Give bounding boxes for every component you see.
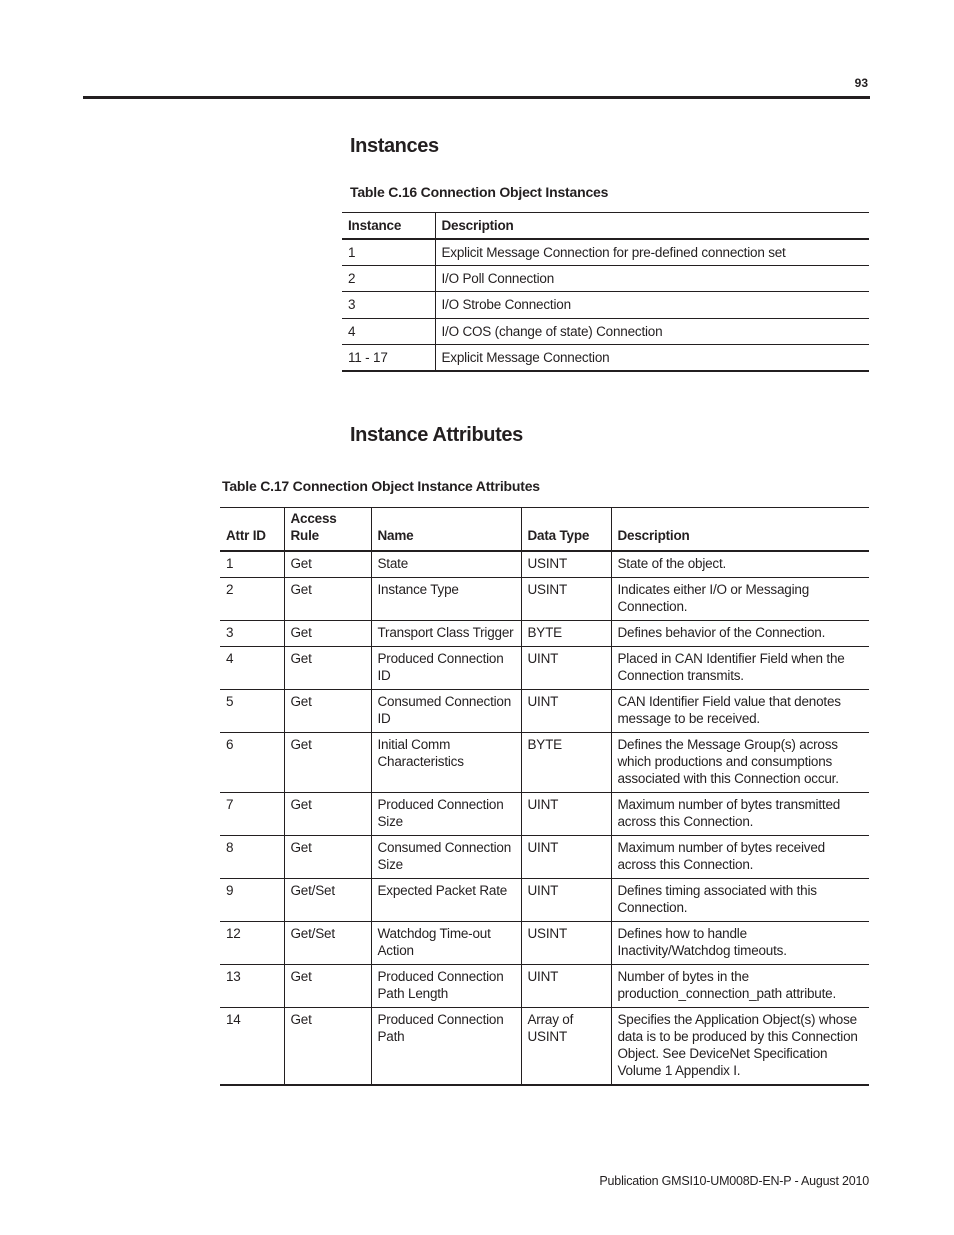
column-header: Description [435,213,869,239]
table-row [342,265,869,292]
description-cell: Defines how to handle Inactivity/Watchdog timeouts. [611,921,869,964]
page-number: 93 [854,76,868,90]
description-cell: I/O COS (change of state) Connection [435,318,869,345]
access-rule-cell: Get/Set [284,921,371,964]
attr-id-cell: 4 [226,650,234,666]
description-cell: Defines behavior of the Connection. [611,620,869,646]
table-row [220,878,869,921]
table-row [220,964,869,1007]
instance-cell: 1 [348,244,356,260]
name-cell: Produced Connection Size [371,792,521,835]
column-header: Description [611,508,869,551]
data-type-cell: UINT [521,835,611,878]
description-cell: Explicit Message Connection [435,345,869,372]
column-header: Name [371,508,521,551]
attributes-table-body [220,551,869,1085]
name-cell: Watchdog Time-out Action [371,921,521,964]
table-row [342,292,869,319]
data-type-cell: UINT [521,792,611,835]
table-row [342,345,869,372]
attr-id-cell: 7 [226,796,234,812]
name-cell: Initial Comm Characteristics [371,732,521,792]
name-cell: Produced Connection Path [371,1007,521,1085]
publication-footer: Publication GMSI10-UM008D-EN-P - August 2010 [599,1174,869,1188]
table-row [220,921,869,964]
access-rule-cell: Get [284,792,371,835]
table-row [220,732,869,792]
attr-id-cell: 8 [226,839,234,855]
instance-attributes-heading: Instance Attributes [350,424,523,446]
access-rule-cell: Get [284,732,371,792]
table-row [220,835,869,878]
column-header: Instance [348,217,402,233]
description-cell: I/O Poll Connection [435,265,869,292]
data-type-cell: USINT [521,921,611,964]
table-row [220,646,869,689]
attr-id-cell: 5 [226,693,234,709]
name-cell: Transport Class Trigger [371,620,521,646]
table-row [220,551,869,578]
data-type-cell: UINT [521,878,611,921]
data-type-cell: USINT [521,551,611,578]
name-cell: State [371,551,521,578]
access-rule-cell: Get [284,1007,371,1085]
table-row [342,239,869,266]
access-rule-cell: Get [284,835,371,878]
access-rule-cell: Get [284,689,371,732]
description-cell: Maximum number of bytes transmitted across this Connection. [611,792,869,835]
table-header-row [342,213,869,239]
description-cell: Defines timing associated with this Connection. [611,878,869,921]
data-type-cell: UINT [521,689,611,732]
table-row [220,792,869,835]
description-cell: Maximum number of bytes received across this Connection. [611,835,869,878]
attr-id-cell: 2 [226,581,234,597]
access-rule-cell: Get/Set [284,878,371,921]
column-header: Access Rule [284,508,371,551]
instance-cell: 11 - 17 [348,350,388,366]
attr-id-cell: 13 [226,968,241,984]
description-cell: Number of bytes in the production_connection_path attribute. [611,964,869,1007]
description-cell: Explicit Message Connection for pre-defined connection set [435,239,869,266]
access-rule-cell: Get [284,964,371,1007]
attributes-table-caption: Table C.17 Connection Object Instance Attributes [222,478,540,494]
description-cell: CAN Identifier Field value that denotes message to be received. [611,689,869,732]
data-type-cell: UINT [521,646,611,689]
table-row [220,620,869,646]
description-cell: Specifies the Application Object(s) whose data is to be produced by this Connection Object. See DeviceNet Specification Volume 1 Appendix I. [611,1007,869,1085]
name-cell: Consumed Connection ID [371,689,521,732]
attr-id-cell: 1 [226,555,234,571]
table-row [342,318,869,345]
name-cell: Expected Packet Rate [371,878,521,921]
table-row [220,689,869,732]
attr-id-cell: 3 [226,624,234,640]
column-header: Data Type [521,508,611,551]
name-cell: Produced Connection Path Length [371,964,521,1007]
name-cell: Consumed Connection Size [371,835,521,878]
access-rule-cell: Get [284,620,371,646]
instances-table [342,212,869,372]
access-rule-cell: Get [284,577,371,620]
attr-id-cell: 14 [226,1011,241,1027]
name-cell: Produced Connection ID [371,646,521,689]
table-row [220,577,869,620]
header-rule [83,96,870,99]
table-header-row [220,508,869,551]
data-type-cell: BYTE [521,732,611,792]
access-rule-cell: Get [284,551,371,578]
description-cell: Indicates either I/O or Messaging Connection. [611,577,869,620]
description-cell: Placed in CAN Identifier Field when the Connection transmits. [611,646,869,689]
description-cell: I/O Strobe Connection [435,292,869,319]
data-type-cell: Array of USINT [521,1007,611,1085]
data-type-cell: USINT [521,577,611,620]
instance-cell: 4 [348,324,356,340]
column-header: Attr ID [226,527,266,543]
instance-attributes-table [220,507,869,1086]
data-type-cell: UINT [521,964,611,1007]
description-cell: Defines the Message Group(s) across which productions and consumptions associated with this Connection occur. [611,732,869,792]
attr-id-cell: 12 [226,925,241,941]
instance-cell: 3 [348,297,356,313]
table-row [220,1007,869,1085]
instances-table-caption: Table C.16 Connection Object Instances [350,184,609,200]
instance-cell: 2 [348,270,356,286]
data-type-cell: BYTE [521,620,611,646]
instances-heading: Instances [350,135,439,157]
attr-id-cell: 9 [226,882,234,898]
name-cell: Instance Type [371,577,521,620]
description-cell: State of the object. [611,551,869,578]
attr-id-cell: 6 [226,736,234,752]
access-rule-cell: Get [284,646,371,689]
